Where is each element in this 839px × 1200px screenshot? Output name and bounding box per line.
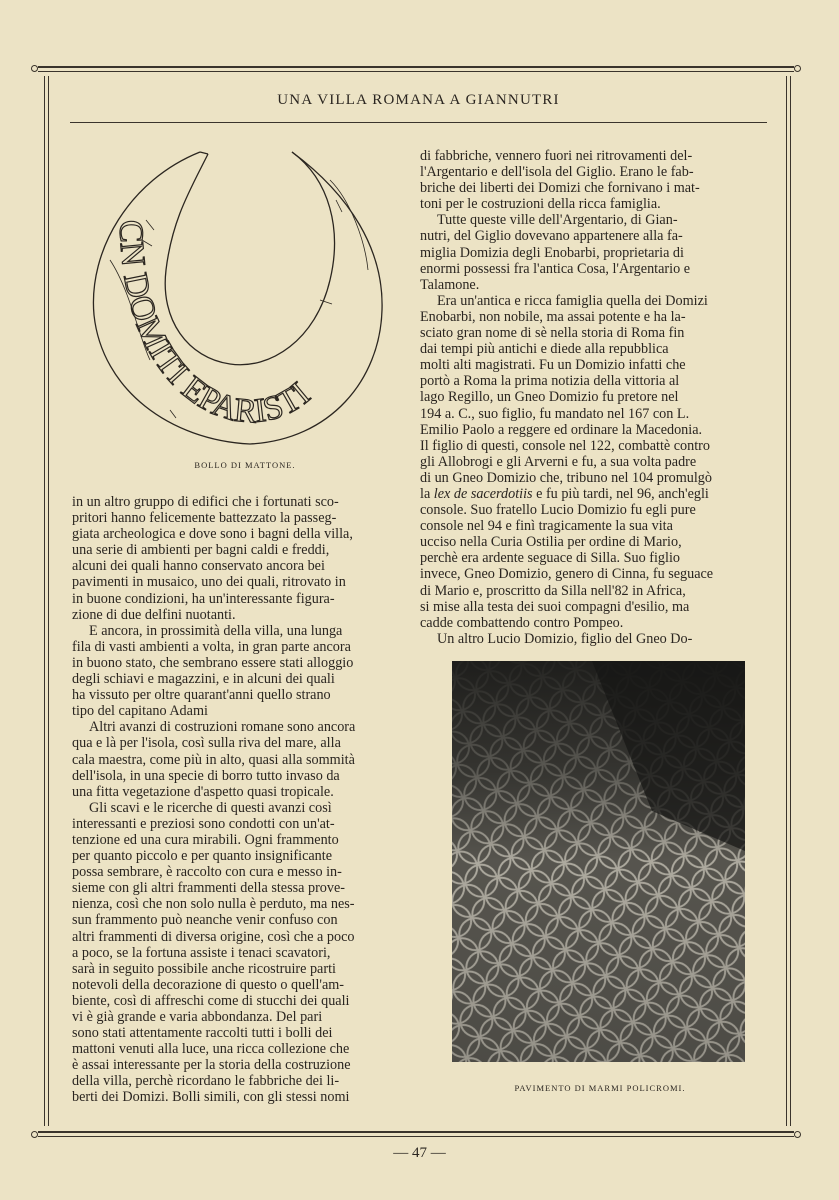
page-number: — 47 — [393, 1145, 446, 1161]
text-line: 194 a. C., suo figlio, fu mandato nel 167 con L. [420, 405, 690, 422]
text-line: dai tempi più antichi e diede alla repubblica [420, 341, 669, 358]
text-line: Gli scavi e le ricerche di questi avanzi così [89, 799, 332, 816]
text-line: sciato gran nome di sè nella storia di Roma fin [420, 325, 685, 342]
text-line: nutri, del Giglio dovevano appartenere alla fa- [420, 228, 683, 245]
mosaic-caption: PAVIMENTO DI MARMI POLICROMI. [514, 1083, 686, 1093]
mosaic-pattern [452, 661, 745, 1062]
text-line: Un altro Lucio Domizio, figlio del Gneo Do- [437, 630, 693, 647]
mosaic-photo [452, 661, 745, 1062]
text-line: la lex de sacerdotiis e fu più tardi, nel 96, anch'egli [420, 485, 709, 502]
text-line: alcuni dei quali hanno conservato ancora bei [72, 558, 325, 575]
text-line: si mise alla testa dei suoi compagni d'esilio, ma [420, 598, 690, 615]
text-line: altri frammenti di diversa origine, così che a poco [72, 928, 355, 945]
frame-corner-ornament [794, 65, 801, 72]
text-line: miglia Domizia degli Enobarbi, proprietaria di [420, 244, 684, 261]
text-line: a poco, se la fortuna assiste i tenaci scavatori, [72, 944, 331, 961]
text-line: mattoni venuti alla luce, una ricca collezione che [72, 1041, 350, 1058]
text-line: console nel 94 e finì tragicamente la sua vita [420, 518, 673, 535]
text-line: portò a Roma la prima notizia della vittoria al [420, 373, 680, 390]
frame-right-rule [786, 76, 787, 1126]
text-line: dell'isola, in una specie di borro tutto invaso da [72, 767, 340, 784]
text-line: zione di due delfini nuotanti. [72, 606, 236, 623]
text-line: della villa, perchè ricordano le fabbriche dei li- [72, 1073, 340, 1090]
text-line: Il figlio di questi, console nel 122, combattè contro [420, 437, 710, 454]
text-line: in buono stato, che sembrano essere stati alloggio [72, 654, 354, 671]
text-line: di fabbriche, vennero fuori nei ritrovamenti del- [420, 148, 693, 164]
right-column [420, 148, 765, 647]
text-line: Tutte queste ville dell'Argentario, di Gian- [437, 212, 678, 229]
text-line: qua e là per l'isola, così sulla riva del mare, alla [72, 735, 341, 752]
frame-top-rule-thin [38, 71, 794, 72]
text-line: console. Suo fratello Lucio Domizio fu egli pure [420, 502, 696, 519]
text-line: fila di vasti ambienti a volta, in gran parte ancora [72, 638, 351, 655]
text-line: Talamone. [420, 276, 480, 293]
text-line: invece, Gneo Domizio, genero di Cinna, fu seguace [420, 566, 714, 583]
brick-stamp-caption: BOLLO DI MATTONE. [194, 460, 296, 470]
text-line: notevoli della decorazione di questo o quell'am- [72, 976, 345, 993]
text-line: sarà in seguito possibile anche ricostruire parti [72, 960, 336, 977]
text-line: nienza, così che non solo nulla è perduto, ma nes- [72, 896, 355, 913]
text-line: vi è già grande e varia abbondanza. Del pari [72, 1009, 323, 1025]
frame-corner-ornament [31, 65, 38, 72]
frame-corner-ornament [794, 1131, 801, 1138]
text-line: in buone condizioni, ha un'interessante figura- [72, 590, 335, 607]
text-line: biente, così di affreschi come di stucchi dei quali [72, 992, 350, 1009]
text-line: lago Regillo, un Gneo Domizio fu pretore nel [420, 389, 679, 406]
text-line: una serie di ambienti per bagni caldi e freddi, [72, 542, 330, 559]
text-line: degli schiavi e magazzini, e in alcuni dei quali [72, 671, 335, 688]
frame-top-rule [38, 66, 794, 68]
brick-stamp-inscription: CN DOMITI EPARISTI [111, 219, 318, 431]
text-line: di Mario e, proscritto da Silla nell'82 in Africa, [420, 582, 686, 599]
frame-right-rule-inner [790, 76, 791, 1126]
text-line: cala maestra, come più in alto, quasi alla sommità [72, 751, 355, 768]
text-line: interessanti e preziosi sono condotti con un'at- [72, 815, 335, 832]
text-line: Altri avanzi di costruzioni romane sono ancora [89, 719, 356, 736]
text-line: ucciso nella Curia Ostilia per ordine di Mario, [420, 534, 682, 551]
running-header: UNA VILLA ROMANA A GIANNUTRI [277, 92, 560, 108]
text-line: per quanto piccolo e per quanto insignificante [72, 848, 333, 865]
frame-bottom-rule-thin [38, 1136, 794, 1137]
text-line: tenzione ed una cura mirabili. Ogni frammento [72, 831, 339, 848]
text-line: berti dei Domizi. Bolli simili, con gli stessi nomi [72, 1089, 350, 1106]
text-line: molti alti magistrati. Fu un Domizio infatti che [420, 357, 686, 374]
text-line: briche dei liberti dei Domizi che fornivano i mat- [420, 180, 700, 197]
text-line: toni per le costruzioni della ricca famiglia. [420, 196, 661, 213]
text-line: sono stati attentamente raccolti tutti i bolli dei [72, 1025, 333, 1042]
frame-left-rule-inner [48, 76, 49, 1126]
frame-left-rule [44, 76, 45, 1126]
text-line: Era un'antica e ricca famiglia quella dei Domizi [437, 292, 708, 309]
text-line: di un Gneo Domizio che, tribuno nel 104 promulgò [420, 469, 712, 486]
text-line: pritori hanno felicemente battezzato la passeg- [72, 510, 337, 527]
header-rule [70, 122, 767, 123]
text-line: Enobarbi, non nobile, ma assai potente e ha la- [420, 308, 686, 325]
text-line: gli Allobrogi e gli Arverni e fu, a sua volta padre [420, 453, 697, 470]
text-line: in un altro gruppo di edifici che i fortunati sco- [72, 494, 339, 510]
text-line: una fitta vegetazione d'aspetto quasi tropicale. [72, 783, 334, 800]
text-line: sun frammento può neanche venir confuso con [72, 912, 338, 929]
text-line: ha vissuto per oltre quarant'anni quello strano [72, 687, 331, 704]
text-line: sieme con gli altri frammenti della stessa prove- [72, 880, 346, 897]
frame-bottom-rule [38, 1131, 794, 1133]
frame-corner-ornament [31, 1131, 38, 1138]
text-line: enormi possessi fra l'antica Cosa, l'Argentario e [420, 260, 691, 277]
text-line: giata archeologica e dove sono i bagni della villa, [72, 526, 353, 543]
text-line: pavimenti in musaico, uno dei quali, ritrovato in [72, 574, 346, 591]
text-line: è assai interessante per la storia della costruzione [72, 1057, 351, 1074]
brick-stamp-figure [80, 140, 410, 460]
text-line: E ancora, in prossimità della villa, una lunga [89, 622, 343, 639]
text-line: possa sembrare, è raccolto con cura e messo in- [72, 864, 342, 881]
text-line: Emilio Paolo a reggere ed ordinare la Macedonia. [420, 421, 703, 438]
text-line: tipo del capitano Adami [72, 703, 208, 720]
text-line: cadde combattendo contro Pompeo. [420, 614, 624, 631]
left-column [72, 494, 408, 1106]
text-line: perchè era ardente seguace di Silla. Suo figlio [420, 550, 681, 567]
text-line: l'Argentario e dell'isola del Giglio. Erano le fab- [420, 164, 694, 181]
